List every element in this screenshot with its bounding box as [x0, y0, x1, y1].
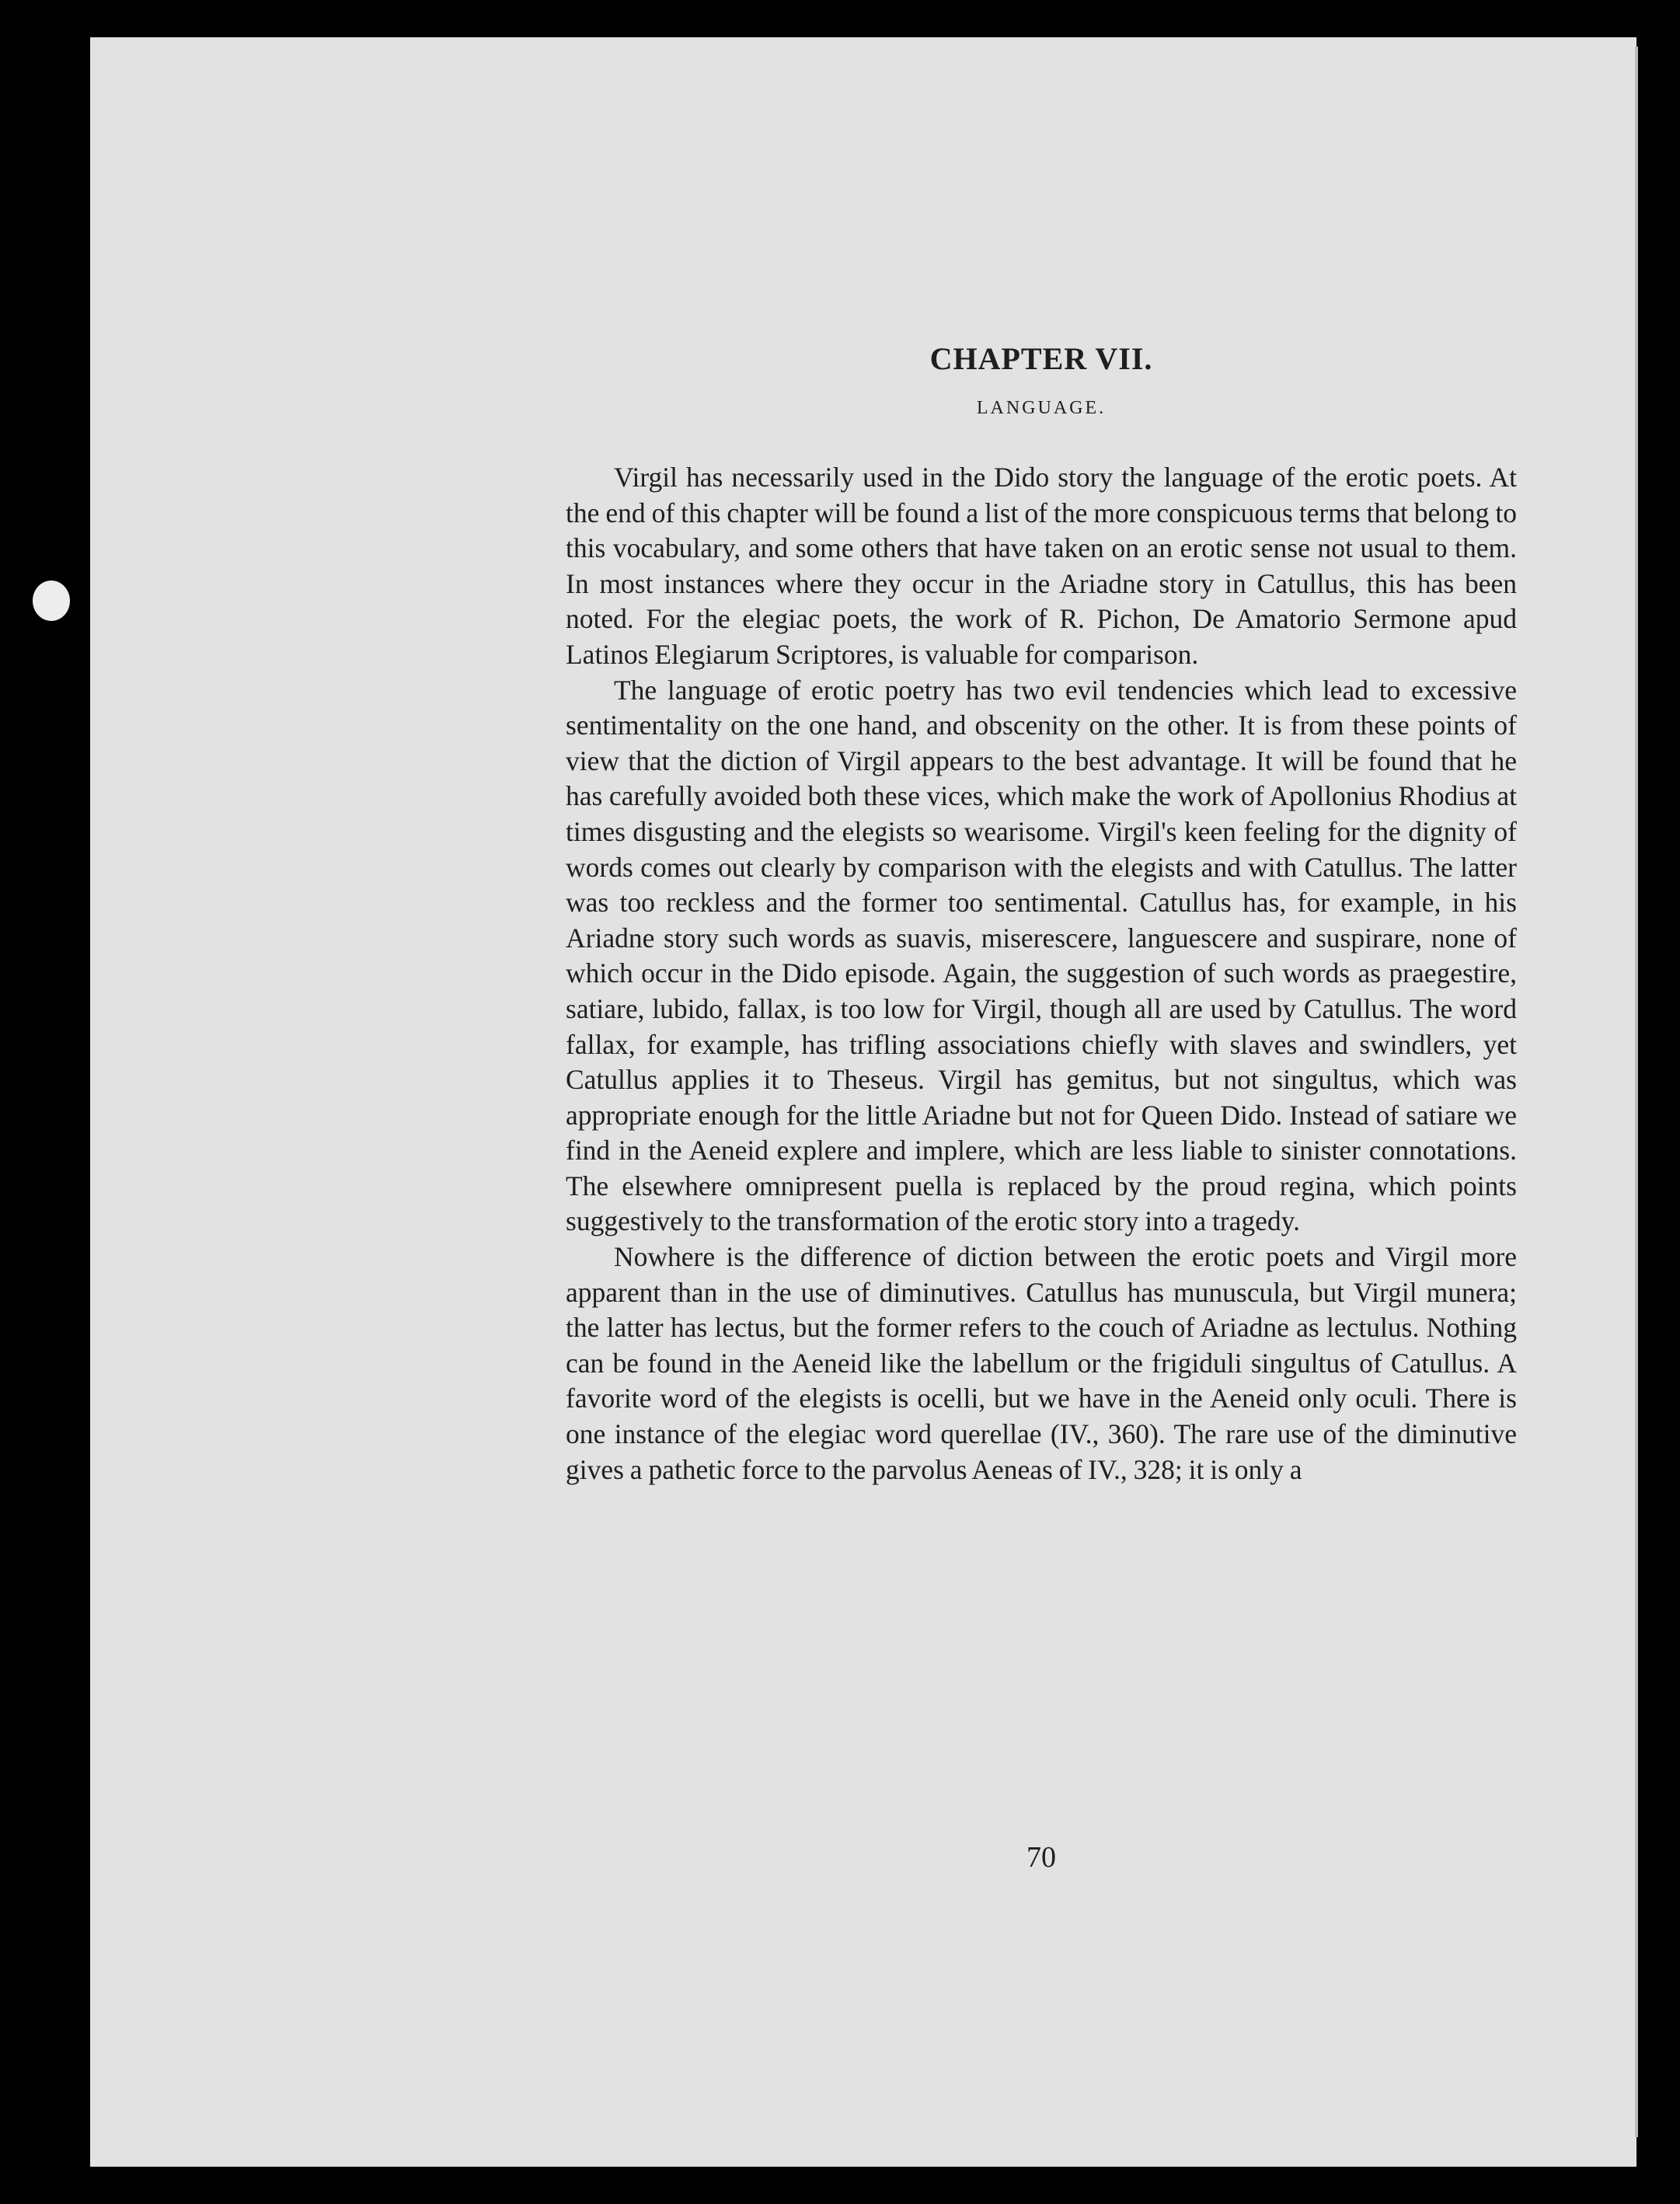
section-heading: LANGUAGE.	[976, 398, 1107, 418]
page-edge-shadow	[1635, 47, 1638, 2137]
paragraph-3: Nowhere is the difference of diction between the erotic poets and Virgil more apparent than in the use of diminutives. Catullus has munuscula, but Virgil munera; the latter has lectus, but the former refers to the couch of Ariadne as lectulus. Nothing can be found in the Aeneid like the labellum or the frigiduli singultus of Catullus. A favorite word of the elegists is ocelli, but we have in the Aeneid only oculi. There is one instance of the elegiac word querellae (IV., 360). The rare use of the diminutive gives a pathetic force to the parvolus Aeneas of IV., 328; it is only a	[566, 1241, 1517, 1485]
binding-hole	[33, 581, 70, 621]
page-number: 70	[1026, 1841, 1056, 1874]
text-block	[566, 336, 1517, 1487]
chapter-title: CHAPTER VII.	[929, 341, 1153, 376]
paragraph-1: Virgil has necessarily used in the Dido story the language of the erotic poets. At the end of this chapter will be found a list of the more conspicuous terms that belong to this vocabulary, and some others that have taken on an erotic sense not usual to them. In most instances where they occur in the Ariadne story in Catullus, this has been noted. For the elegiac poets, the work of R. Pichon, De Amatorio Sermone apud Latinos Elegiarum Scriptores, is valuable for comparison.	[566, 462, 1517, 670]
paragraph-2: The language of erotic poetry has two evil tendencies which lead to excessive sentimentality on the one hand, and obscenity on the other. It is from these points of view that the diction of Virgil appears to the best advantage. It will be found that he has carefully avoided both these vices, which make the work of Apollonius Rhodius at times disgusting and the elegists so wearisome. Virgil's keen feeling for the dignity of words comes out clearly by comparison with the elegists and with Catullus. The latter was too reckless and the former too sentimental. Catullus has, for example, in his Ariadne story such words as suavis, miserescere, languescere and suspirare, none of which occur in the Dido episode. Again, the suggestion of such words as praegestire, satiare, lubido, fallax, is too low for Virgil, though all are used by Catullus. The word fallax, for example, has trifling associations chiefly with slaves and swindlers, yet Catullus applies it to Theseus. Virgil has gemitus, but not singultus, which was appropriate enough for the little Ariadne but not for Queen Dido. Instead of satiare we find in the Aeneid explere and implere, which are less liable to sinister connotations. The elsewhere omnipresent puella is replaced by the proud regina, which points suggestively to the transformation of the erotic story into a tragedy.	[566, 674, 1517, 1237]
